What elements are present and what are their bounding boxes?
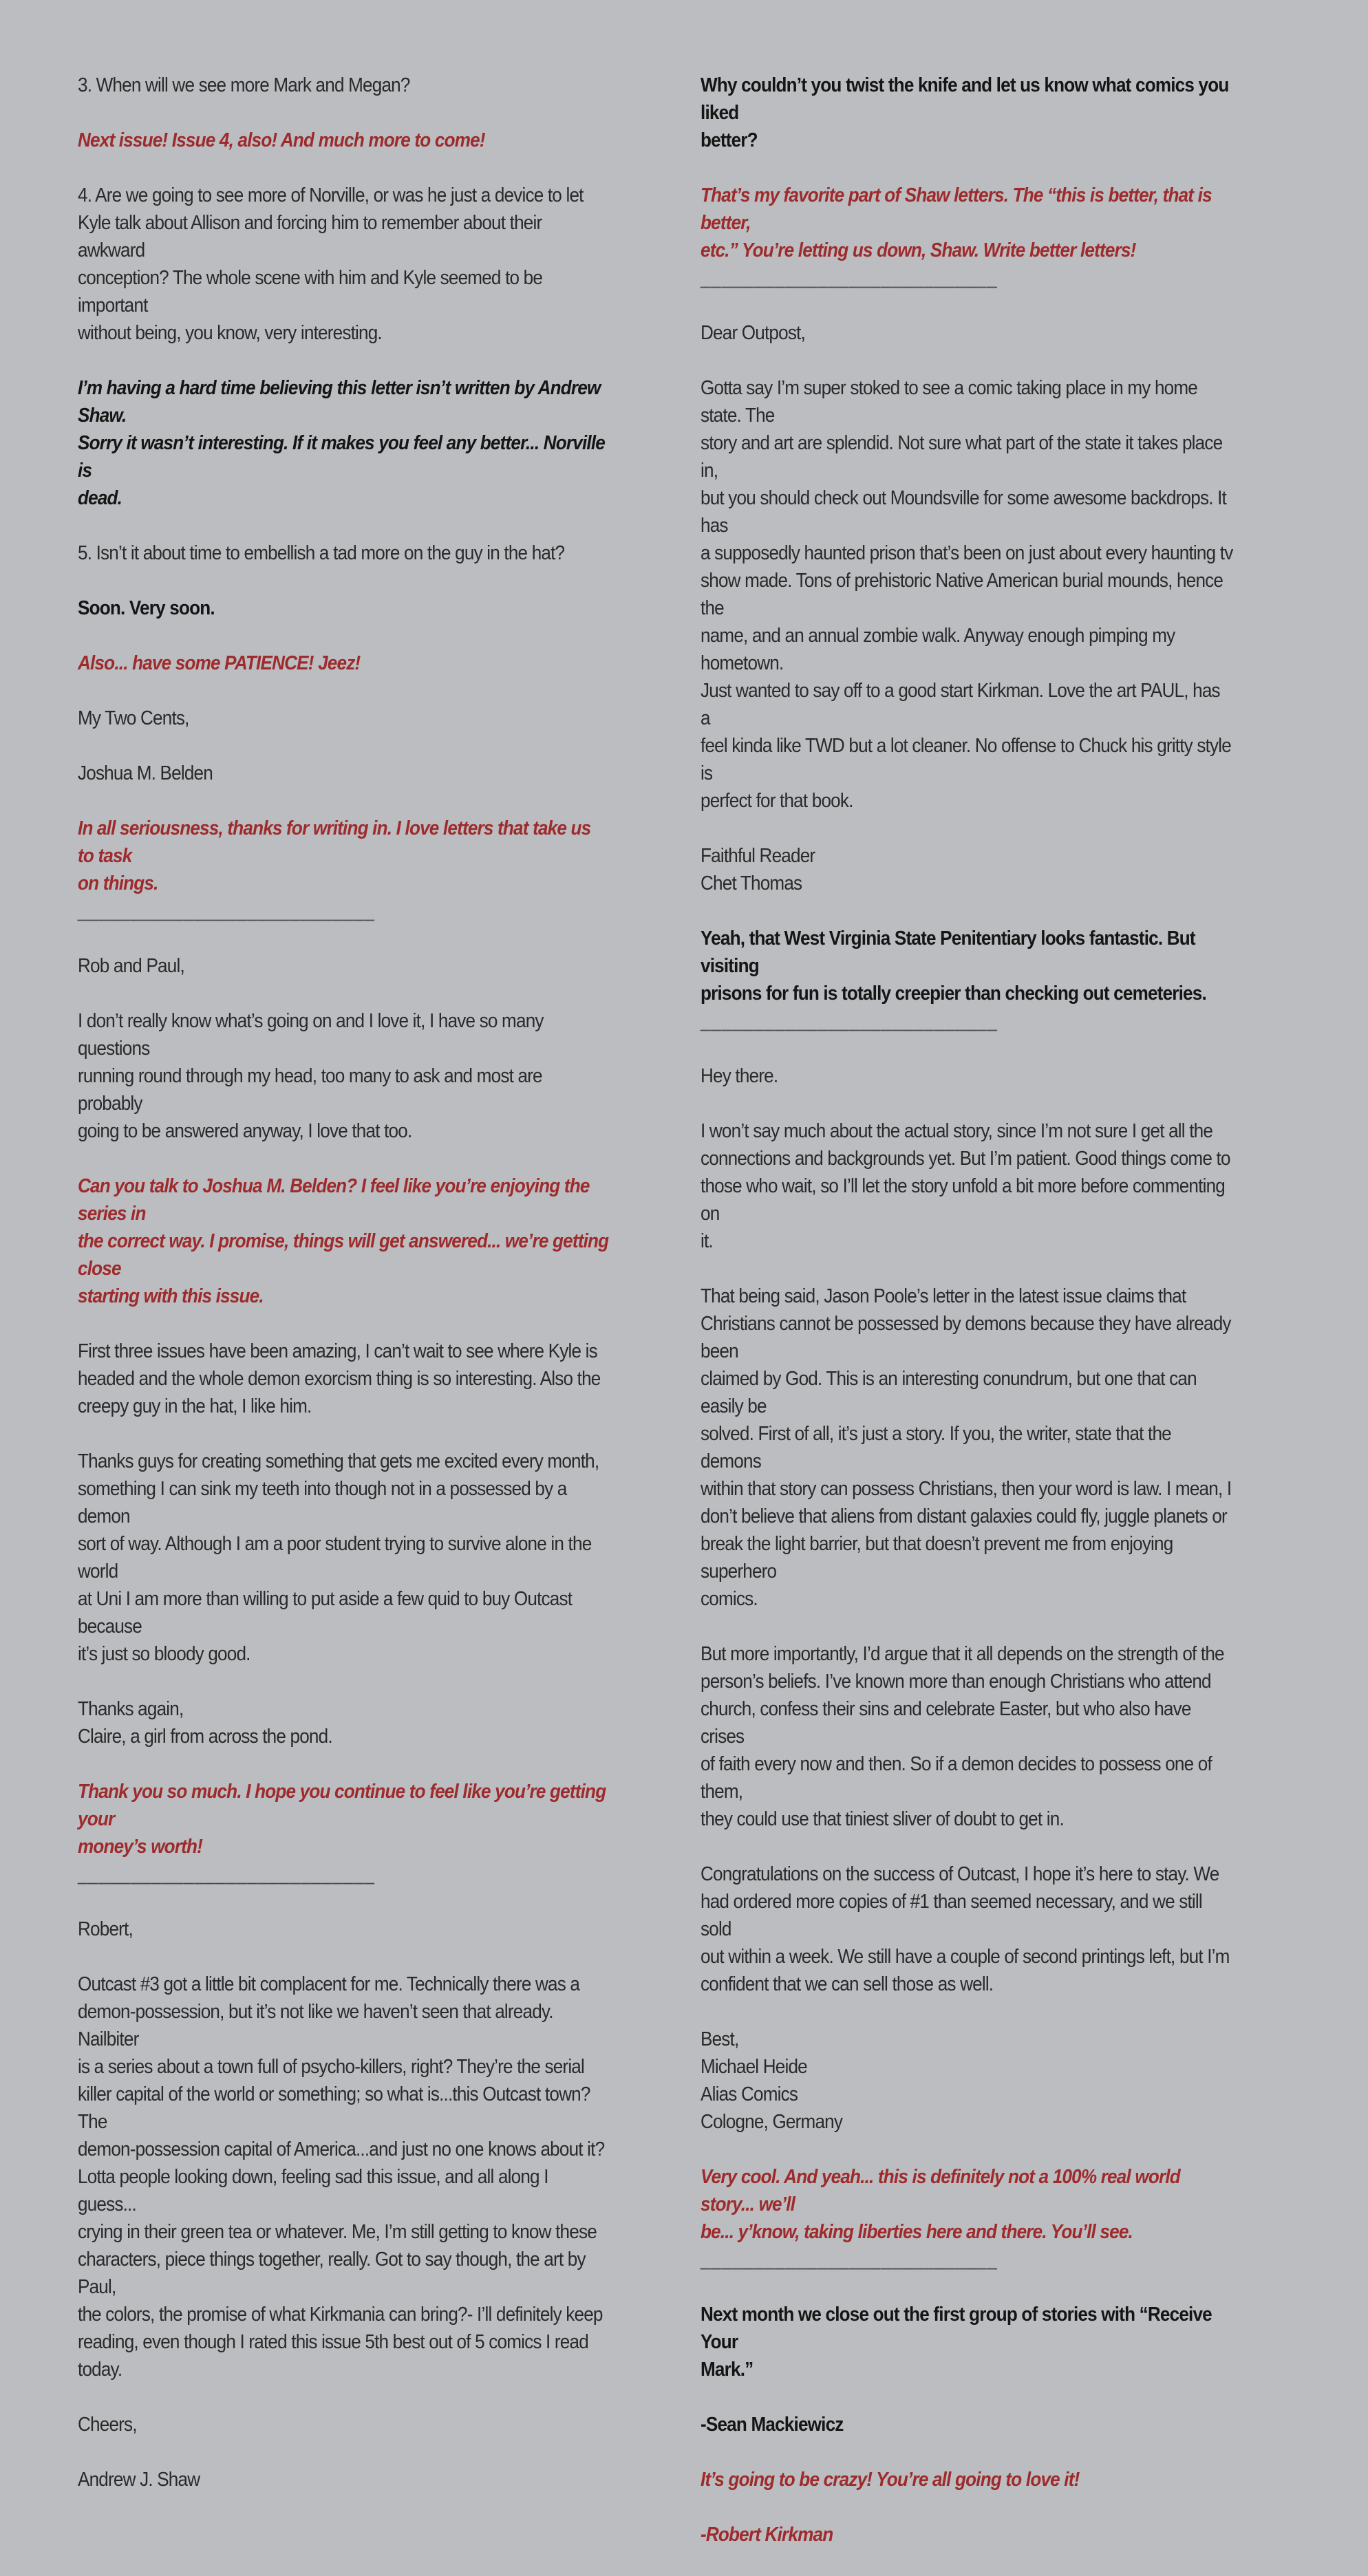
right-letter-separator: ____________________________ (701, 2248, 998, 2271)
left-reader-paragraph: Robert, (78, 1918, 133, 1940)
right-editor-reply: Why couldn’t you twist the knife and let us know what comics you liked better? (701, 74, 1229, 151)
left-editor-reply: I’m having a hard time believing this letter isn’t written by Andrew Shaw. Sorry it wasn’t interesting. If it makes you feel any better... Norville is dead. (78, 377, 605, 509)
right-reader-paragraph: I won’t say much about the actual story, since I’m not sure I get all the connections and backgrounds yet. But I’m patient. Good things come to those who wait, so I’ll let the story unfold a bit more before commenting on it. (701, 1120, 1230, 1252)
left-editor-reply-red: Also... have some PATIENCE! Jeez! (78, 652, 361, 674)
right-editor-reply-red: -Robert Kirkman (701, 2524, 833, 2546)
left-reader-paragraph: Andrew J. Shaw (78, 2469, 200, 2491)
right-editor-reply-red: Very cool. And yeah... this is definitely not a 100% real world story... we’ll be... y’know, taking liberties here and there. You’ll see. (701, 2166, 1180, 2243)
left-reader-paragraph: Rob and Paul, (78, 955, 184, 977)
left-editor-reply-red: Thank you so much. I hope you continue to feel like you’re getting your money’s worth! (78, 1781, 606, 1858)
right-editor-reply: Yeah, that West Virginia State Penitentiary looks fantastic. But visiting prisons for fun is totally creepier than checking out cemeteries. (701, 927, 1206, 1005)
right-letter-separator: ____________________________ (701, 1010, 998, 1032)
left-editor-reply-red: In all seriousness, thanks for writing in. I love letters that take us to task on things. (78, 817, 591, 894)
left-reader-paragraph: First three issues have been amazing, I can’t wait to see where Kyle is headed and the whole demon exorcism thing is so interesting. Also the creepy guy in the hat, I like him. (78, 1340, 601, 1417)
right-reader-paragraph: Faithful Reader Chet Thomas (701, 845, 815, 894)
right-editor-reply: -Sean Mackiewicz (701, 2414, 844, 2436)
right-editor-reply-red: It’s going to be crazy! You’re all going to love it! (701, 2469, 1080, 2491)
left-reader-paragraph: Cheers, (78, 2414, 137, 2436)
left-reader-paragraph: 4. Are we going to see more of Norville, or was he just a device to let Kyle talk about Allison and forcing him to remember about their awkward conception? The whole scene with him and Kyle seemed to be important without being, you know, very interesting. (78, 184, 584, 344)
right-reader-paragraph: Congratulations on the success of Outcast, I hope it’s here to stay. We had ordered more copies of #1 than seemed necessary, and we still sold out within a week. We still have a couple of second printings left, but I’m confident that we can sell those as well. (701, 1863, 1230, 1995)
letters-column-left (78, 72, 610, 2521)
left-reader-paragraph: Thanks guys for creating something that gets me excited every month, something I can sink my teeth into though not in a possessed by a demon sort of way. Although I am a poor student trying to survive alone in the world at Uni I am more than willing to put aside a few quid to buy Outcast because it’s just so bloody good. (78, 1450, 599, 1665)
left-editor-reply-red: Next issue! Issue 4, also! And much more to come! (78, 129, 485, 151)
left-reader-paragraph: I don’t really know what’s going on and I love it, I have so many questions running round through my head, too many to ask and most are probably going to be answered anyway, I love that too. (78, 1010, 544, 1142)
letters-column-right (701, 72, 1233, 2576)
right-reader-paragraph: That being said, Jason Poole’s letter in the latest issue claims that Christians cannot be possessed by demons because they have already been claimed by God. This is an interesting conundrum, but one that can easily be solved. First of all, it’s just a story. If you, the writer, state that the demons within that story can possess Christians, then your word is law. I mean, I don’t believe that aliens from distant galaxies could fly, juggle planets or break the light barrier, but that doesn’t prevent me from enjoying superhero comics. (701, 1285, 1232, 1610)
right-reader-paragraph: Best, Michael Heide Alias Comics Cologne, Germany (701, 2028, 843, 2133)
left-letter-separator: ____________________________ (78, 1863, 375, 1885)
left-editor-reply-red: Can you talk to Joshua M. Belden? I feel like you’re enjoying the series in the correct way. I promise, things will get answered... we’re getting close starting with this issue. (78, 1175, 609, 1307)
right-reader-paragraph: But more importantly, I’d argue that it all depends on the strength of the person’s beliefs. I’ve known more than enough Christians who attend church, confess their sins and celebrate Easter, but who also have crises of faith every now and then. So if a demon decides to possess one of them, they could use that tiniest sliver of doubt to get in. (701, 1643, 1224, 1830)
left-reader-paragraph: 3. When will we see more Mark and Megan? (78, 74, 410, 96)
left-reader-paragraph: 5. Isn’t it about time to embellish a tad more on the guy in the hat? (78, 542, 565, 564)
right-reader-paragraph: Dear Outpost, (701, 322, 805, 344)
right-letter-separator: ____________________________ (701, 267, 998, 289)
right-reader-paragraph: Gotta say I’m super stoked to see a comic taking place in my home state. The story and art are splendid. Not sure what part of the state it takes place in, but you should check out Moundsville for some awesome backdrops. It has a supposedly haunted prison that’s been on just about every haunting tv show made. Tons of prehistoric Native American burial mounds, hence the name, and an annual zombie walk. Anyway enough pimping my hometown. Just wanted to say off to a good start Kirkman. Love the art PAUL, has a feel kinda like TWD but a lot cleaner. No offense to Chuck his gritty style is perfect for that book. (701, 377, 1233, 812)
right-editor-reply: Next month we close out the first group of stories with “Receive Your Mark.” (701, 2304, 1212, 2381)
right-editor-reply-red: That’s my favorite part of Shaw letters. The “this is better, that is better, etc.” You’re letting us down, Shaw. Write better letters! (701, 184, 1212, 261)
left-letter-separator: ____________________________ (78, 900, 375, 922)
right-reader-paragraph: Hey there. (701, 1065, 778, 1087)
left-reader-paragraph: My Two Cents, (78, 707, 189, 729)
left-reader-paragraph: Joshua M. Belden (78, 762, 213, 784)
left-reader-paragraph: Thanks again, Claire, a girl from across the pond. (78, 1698, 332, 1748)
left-editor-reply: Soon. Very soon. (78, 597, 215, 619)
left-reader-paragraph: Outcast #3 got a little bit complacent for me. Technically there was a demon-possession, but it’s not like we haven’t seen that already. Nailbiter is a series about a town full of psycho-killers, right? They’re the serial killer capital of the world or something; so what is...this Outcast town? The demon-possession capital of America...and just no one knows about it? Lotta people looking down, feeling sad this issue, and all along I guess... crying in their green tea or whatever. Me, I’m still getting to know these characters, piece things together, really. Got to say though, the art by Paul, the colors, the promise of what Kirkmania can bring?- I’ll definitely keep reading, even though I rated this issue 5th best out of 5 comics I read today. (78, 1973, 605, 2381)
